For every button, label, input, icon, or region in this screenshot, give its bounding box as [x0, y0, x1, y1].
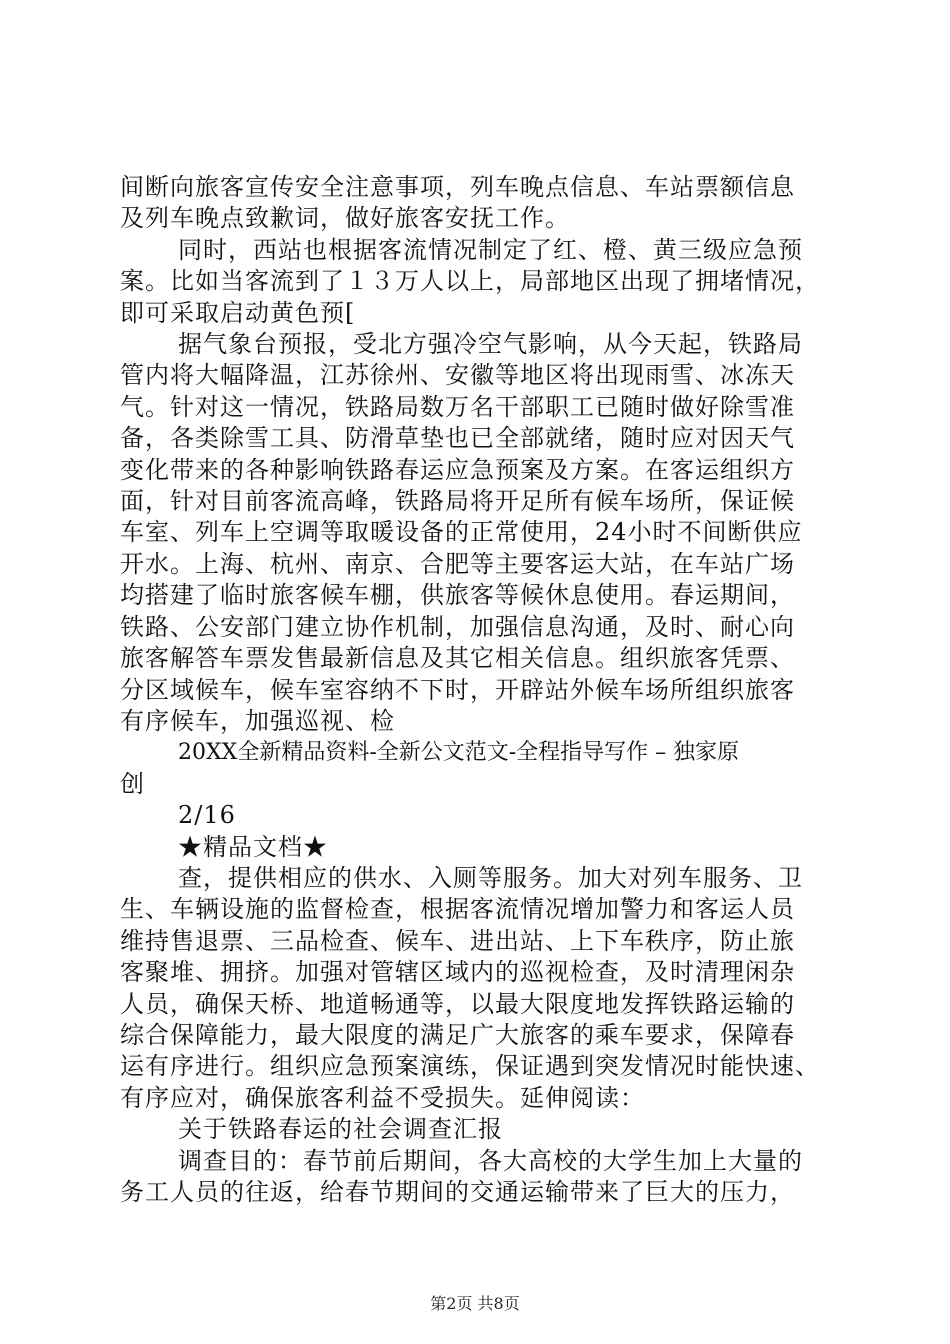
text-line: 生、车辆设施的监督检查，根据客流情况增加警力和客运人员: [120, 895, 795, 924]
text-line: 备，各类除雪工具、防滑草垫也已全部就绪，随时应对因天气: [120, 424, 795, 453]
section-heading: 关于铁路春运的社会调查汇报: [178, 1115, 503, 1144]
promo-line: 20XX全新精品资料-全新公文范文-全程指导写作 – 独家原: [178, 740, 740, 766]
paragraph-start-line: 查，提供相应的供水、入厕等服务。加大对列车服务、卫: [178, 863, 803, 892]
text-line: 及列车晚点致歉词，做好旅客安抚工作。: [120, 204, 570, 233]
text-line: 即可采取启动黄色预[: [120, 298, 356, 327]
text-line: 均搭建了临时旅客候车棚，供旅客等候休息使用。春运期间，: [120, 581, 795, 610]
paragraph-start-line: 同时，西站也根据客流情况制定了红、橙、黄三级应急预: [178, 235, 803, 264]
text-line: 务工人员的往返，给春节期间的交通运输带来了巨大的压力，: [120, 1178, 795, 1206]
text-line: 维持售退票、三品检查、候车、进出站、上下车秩序，防止旅: [120, 926, 795, 955]
text-line: 管内将大幅降温，江苏徐州、安徽等地区将出现雨雪、冰冻天: [120, 361, 795, 390]
paragraph-start-line: 据气象台预报，受北方强冷空气影响，从今天起，铁路局: [178, 330, 803, 359]
text-line: 运有序进行。组织应急预案演练，保证遇到突发情况时能快速、: [120, 1052, 820, 1081]
text-line: 面，针对目前客流高峰，铁路局将开足所有候车场所，保证候: [120, 487, 795, 516]
page-footer: 第2页 共8页: [430, 1294, 520, 1313]
text-line: 创: [120, 769, 145, 798]
text-line: 车室、列车上空调等取暖设备的正常使用，24小时不间断供应: [120, 518, 803, 547]
text-line: 变化带来的各种影响铁路春运应急预案及方案。在客运组织方: [120, 455, 795, 484]
text-line: 人员，确保天桥、地道畅通等，以最大限度地发挥铁路运输的: [120, 989, 795, 1018]
doc-label-text: ★精品文档★: [178, 832, 328, 861]
paragraph-start-line: 调查目的：春节前后期间，各大高校的大学生加上大量的: [178, 1146, 803, 1175]
page-counter-text: 2/16: [178, 801, 236, 830]
text-line: 客聚堆、拥挤。加强对管辖区域内的巡视检查，及时清理闲杂: [120, 958, 795, 987]
document-body: [120, 172, 832, 1208]
text-line: 开水。上海、杭州、南京、合肥等主要客运大站，在车站广场: [120, 549, 795, 578]
text-line: 案。比如当客流到了１３万人以上，局部地区出现了拥堵情况，: [120, 267, 820, 296]
text-line: 分区域候车，候车室容纳不下时，开辟站外候车场所组织旅客: [120, 675, 795, 704]
text-line: 旅客解答车票发售最新信息及其它相关信息。组织旅客凭票、: [120, 644, 795, 673]
text-line: 铁路、公安部门建立协作机制，加强信息沟通，及时、耐心向: [120, 612, 795, 641]
text-line: 气。针对这一情况，铁路局数万名干部职工已随时做好除雪准: [120, 392, 795, 421]
text-line: 有序候车，加强巡视、检: [120, 706, 395, 735]
text-line: 综合保障能力，最大限度的满足广大旅客的乘车要求，保障春: [120, 1020, 795, 1049]
text-line: 有序应对，确保旅客利益不受损失。延伸阅读：: [120, 1083, 645, 1112]
text-line: 间断向旅客宣传安全注意事项，列车晚点信息、车站票额信息: [120, 173, 795, 201]
